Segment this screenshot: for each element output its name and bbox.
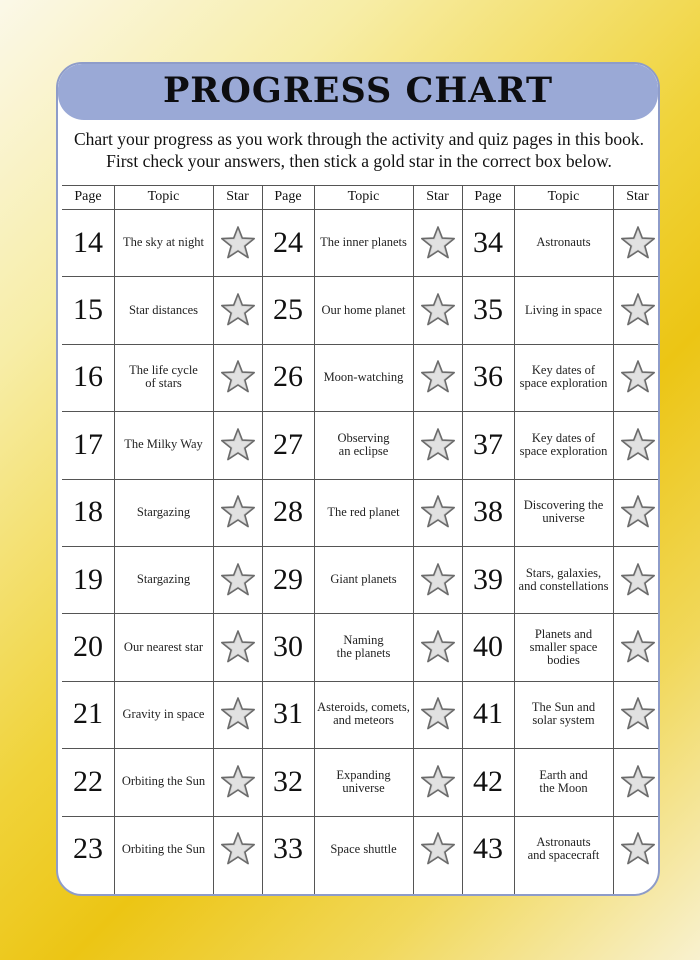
topic-label [114,681,213,748]
page-number: 34 [473,225,503,259]
topic-label [514,613,613,680]
page-number: 21 [73,697,103,731]
star-icon [413,613,462,680]
star-icon [413,816,462,883]
page-number: 16 [73,360,103,394]
topic-label [514,748,613,815]
topic-text: Expanding universe [336,767,391,795]
star-shape [220,831,256,867]
star-icon [613,546,660,613]
topic-text: The life cycle of stars [129,363,198,391]
star-shape [420,225,456,261]
page-number: 39 [473,562,503,596]
header-page: Page [474,189,502,204]
star-shape [620,696,656,732]
page-number: 24 [273,225,303,259]
topic-label [514,681,613,748]
page-number: 15 [73,293,103,327]
star-icon [213,613,262,680]
topic-label [314,411,413,478]
header-page: Page [274,189,302,204]
page-number: 35 [473,293,503,327]
star-shape [420,427,456,463]
star-shape [620,494,656,530]
topic-label [514,209,613,276]
star-icon [613,209,660,276]
topic-label [314,546,413,613]
topic-label [314,748,413,815]
topic-text: The Milky Way [124,437,203,452]
intro-text [64,128,654,172]
topic-text: Orbiting the Sun [121,841,206,856]
header-page: Page [74,189,102,204]
header-star: Star [426,189,449,204]
topic-label [514,411,613,478]
star-icon [413,276,462,343]
star-shape [620,427,656,463]
header-star: Star [626,189,649,204]
topic-text: Astronauts and spacecraft [527,835,600,863]
star-shape [420,696,456,732]
star-shape [420,831,456,867]
page-number: 41 [473,697,503,731]
star-shape [620,629,656,665]
topic-label [514,276,613,343]
star-shape [620,831,656,867]
topic-text: Observing an eclipse [337,430,390,458]
star-shape [220,225,256,261]
star-shape [420,494,456,530]
star-icon [213,748,262,815]
header-topic: Topic [347,189,380,204]
page-number: 17 [73,427,103,461]
page-number: 27 [273,427,303,461]
topic-text: Moon-watching [323,369,404,384]
topic-text: Stars, galaxies, and constellations [518,565,609,593]
page-number: 37 [473,427,503,461]
intro-line-1: Chart your progress as you work through the activity and quiz pages in this book. [73,129,645,149]
star-icon [213,681,262,748]
star-shape [220,427,256,463]
star-icon [213,209,262,276]
page-number: 38 [473,495,503,529]
topic-label [514,816,613,883]
star-icon [413,681,462,748]
star-shape [420,629,456,665]
star-shape [420,359,456,395]
star-shape [420,292,456,328]
star-icon [213,344,262,411]
intro-line-2: First check your answers, then stick a gold star in the correct box below. [106,151,612,171]
star-icon [613,748,660,815]
topic-text: The red planet [327,504,400,519]
topic-text: Our home planet [321,302,406,317]
page-title: PROGRESS CHART [162,70,554,111]
star-icon [613,411,660,478]
topic-label [114,344,213,411]
topic-label [114,479,213,546]
topic-text: Naming the planets [336,633,391,661]
page-number: 43 [473,832,503,866]
page-number: 14 [73,225,103,259]
page-number: 23 [73,832,103,866]
header-star: Star [226,189,249,204]
topic-text: Earth and the Moon [539,767,588,795]
page-number: 30 [273,630,303,664]
page-number: 20 [73,630,103,664]
topic-text: The Sun and solar system [531,700,596,728]
star-shape [220,359,256,395]
topic-label [514,479,613,546]
star-shape [620,359,656,395]
star-icon [613,816,660,883]
header-topic: Topic [547,189,580,204]
page-number: 40 [473,630,503,664]
topic-text: Stargazing [136,504,191,519]
star-shape [420,764,456,800]
topic-label [114,613,213,680]
page-number: 36 [473,360,503,394]
topic-text: Orbiting the Sun [121,774,206,789]
star-icon [413,546,462,613]
star-shape [420,562,456,598]
page-number: 33 [273,832,303,866]
star-icon [613,681,660,748]
page-number: 19 [73,562,103,596]
page-number: 25 [273,293,303,327]
topic-text: Planets and smaller space bodies [529,626,598,667]
topic-text: Key dates of space exploration [519,363,608,391]
topic-label [314,681,413,748]
topic-label [314,816,413,883]
star-shape [620,292,656,328]
star-icon [213,276,262,343]
star-icon [413,344,462,411]
topic-text: Key dates of space exploration [519,430,608,458]
topic-text: Stargazing [136,572,191,587]
page-number: 31 [273,697,303,731]
star-shape [220,292,256,328]
topic-label [514,546,613,613]
topic-text: Our nearest star [123,639,204,654]
topic-text: Discovering the universe [523,498,604,526]
topic-text: The inner planets [320,235,407,250]
star-icon [413,479,462,546]
progress-chart-card [56,62,660,896]
topic-text: Giant planets [330,572,397,587]
topic-label [314,344,413,411]
topic-text: Living in space [524,302,603,317]
star-icon [213,546,262,613]
star-shape [220,629,256,665]
page-number: 29 [273,562,303,596]
star-icon [213,411,262,478]
topic-text: Star distances [128,302,199,317]
topic-label [314,613,413,680]
topic-label [114,816,213,883]
topic-label [114,411,213,478]
star-icon [613,344,660,411]
star-shape [620,225,656,261]
star-icon [613,276,660,343]
topic-text: Asteroids, comets, and meteors [317,700,410,728]
topic-label [314,276,413,343]
topic-label [514,344,613,411]
topic-label [114,276,213,343]
star-shape [220,696,256,732]
topic-text: Astronauts [536,235,591,250]
topic-label [114,748,213,815]
page-number: 22 [73,764,103,798]
star-icon [213,479,262,546]
topic-text: Gravity in space [122,706,205,721]
topic-text: Space shuttle [330,841,397,856]
star-icon [213,816,262,883]
star-icon [413,411,462,478]
topic-label [114,209,213,276]
star-icon [613,613,660,680]
star-shape [220,562,256,598]
topic-text: The sky at night [123,235,204,250]
header-topic: Topic [147,189,180,204]
star-icon [413,748,462,815]
star-shape [620,562,656,598]
topic-label [314,479,413,546]
star-icon [413,209,462,276]
progress-table [62,185,658,895]
page-number: 28 [273,495,303,529]
star-shape [620,764,656,800]
star-shape [220,764,256,800]
page-number: 42 [473,764,503,798]
topic-label [114,546,213,613]
star-shape [220,494,256,530]
page-number: 26 [273,360,303,394]
star-icon [613,479,660,546]
topic-label [314,209,413,276]
page-number: 32 [273,764,303,798]
page-number: 18 [73,495,103,529]
